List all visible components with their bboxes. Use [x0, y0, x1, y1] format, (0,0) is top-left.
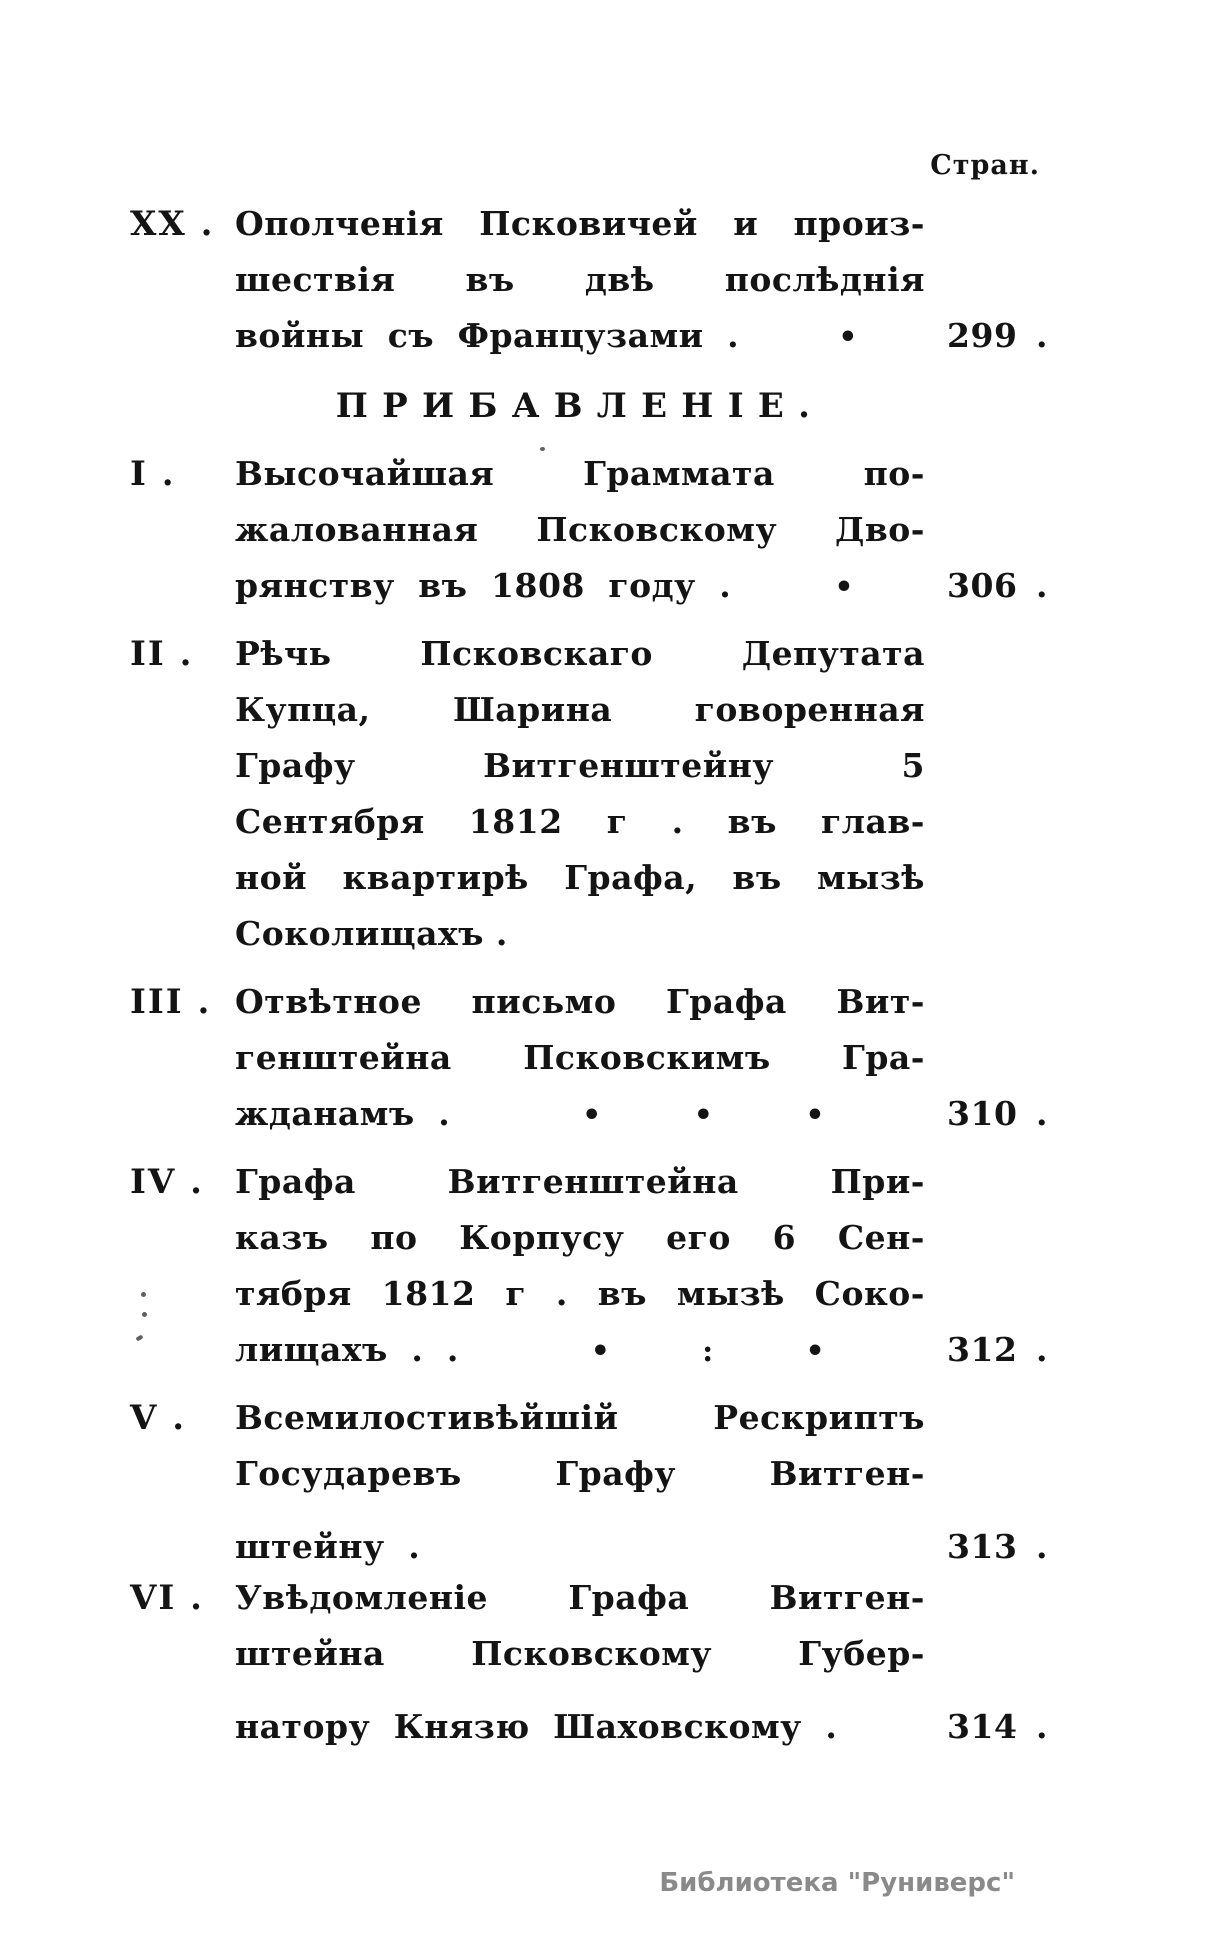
entry-lines	[235, 974, 1048, 1142]
dot-leaders	[779, 310, 917, 366]
entry-line: Высочайшая Граммата по-	[235, 454, 925, 493]
leader-dot: :	[702, 1334, 714, 1369]
entry-text: лищахъ . .	[235, 1330, 459, 1369]
entry-line	[235, 1682, 1048, 1746]
entry-lines	[235, 1570, 1048, 1746]
page-number: 314 .	[947, 1707, 1048, 1746]
entry-text: штейну .	[235, 1527, 421, 1566]
entry-text: рянству въ 1808 году .	[235, 566, 732, 605]
entry-line: жалованная Псковскому Дво-	[235, 510, 925, 549]
leader-dot: •	[805, 1334, 826, 1369]
page-number: 299 .	[947, 316, 1048, 355]
entry-line	[235, 1086, 1048, 1142]
toc-entry	[130, 446, 1060, 614]
entry-numeral: VI .	[130, 1578, 204, 1618]
toc-entry	[130, 1570, 1060, 1746]
entry-numeral: IV .	[130, 1162, 204, 1202]
entry-line	[235, 1322, 1048, 1378]
entry-lines	[235, 1390, 1048, 1566]
dot-leaders	[877, 1682, 917, 1738]
toc-entry	[130, 196, 1060, 364]
leader-dot: •	[693, 1098, 714, 1133]
entry-text: войны съ Французами .	[235, 316, 740, 355]
entry-lines	[235, 446, 1048, 614]
page-column-header: Стран.	[930, 150, 1040, 181]
ink-speck	[540, 447, 545, 451]
ink-speck	[141, 1292, 146, 1297]
entry-line: казъ по Корпусу его 6 Сен-	[235, 1218, 925, 1257]
entry-line	[235, 1502, 1048, 1566]
entry-numeral: II .	[130, 634, 194, 674]
entry-line: Рѣчь Псковскаго Депутата	[235, 634, 925, 673]
entry-line: шествія въ двѣ послѣднія	[235, 260, 925, 299]
entry-line: Всемилостивѣйшій Рескриптъ	[235, 1398, 925, 1437]
entry-line: Купца, Шарина говоренная	[235, 690, 925, 729]
entry-text: жданамъ .	[235, 1094, 451, 1133]
leader-dot: •	[838, 320, 858, 355]
entry-lines	[235, 1154, 1048, 1378]
entry-numeral: I .	[130, 454, 176, 494]
entry-numeral: III .	[130, 982, 212, 1022]
entry-line: Ополченія Псковичей и произ-	[235, 204, 925, 243]
section-heading: ПРИБАВЛЕНІЕ.	[335, 386, 825, 426]
entry-line: Соколищахъ .	[235, 914, 508, 953]
entry-line: Увѣдомленіе Графа Витген-	[235, 1578, 925, 1617]
page-number: 312 .	[947, 1330, 1048, 1369]
toc-entry	[130, 1154, 1060, 1378]
entry-line	[235, 558, 1048, 614]
entry-line: Графа Витгенштейна При-	[235, 1162, 925, 1201]
page-number: 310 .	[947, 1094, 1048, 1133]
entry-line: Графу Витгенштейну 5	[235, 746, 925, 785]
ink-speck	[142, 1312, 147, 1317]
entry-line: штейна Псковскому Губер-	[235, 1634, 925, 1673]
toc-entry	[130, 1390, 1060, 1566]
page-number: 313 .	[947, 1527, 1048, 1566]
entry-line: ной квартирѣ Графа, въ мызѣ	[235, 858, 925, 897]
dot-leaders	[499, 1324, 917, 1380]
toc-entry	[130, 974, 1060, 1142]
leader-dot: •	[805, 1098, 826, 1133]
entry-numeral: V .	[130, 1398, 187, 1438]
library-watermark: Библиотека "Руниверс"	[659, 1868, 1015, 1898]
entry-text: натору Князю Шаховскому .	[235, 1707, 838, 1746]
leader-dot: •	[834, 570, 854, 605]
entry-numeral: XX .	[130, 204, 215, 244]
table-of-contents	[130, 196, 1060, 1746]
dot-leaders	[460, 1502, 917, 1558]
entry-line: тября 1812 г . въ мызѣ Соко-	[235, 1274, 925, 1313]
leader-dot: •	[590, 1334, 611, 1369]
entry-line: Сентября 1812 г . въ глав-	[235, 802, 925, 841]
entry-line: Отвѣтное письмо Графа Вит-	[235, 982, 925, 1021]
entry-line: Государевъ Графу Витген-	[235, 1454, 925, 1493]
toc-entry	[130, 626, 1060, 962]
entry-lines	[235, 196, 1048, 364]
leader-dot: •	[582, 1098, 602, 1133]
entry-line	[235, 308, 1048, 364]
dot-leaders	[490, 1088, 917, 1144]
dot-leaders	[771, 560, 917, 616]
entry-line: генштейна Псковскимъ Гра-	[235, 1038, 925, 1077]
page-number: 306 .	[947, 566, 1048, 605]
entry-lines	[235, 626, 1048, 962]
